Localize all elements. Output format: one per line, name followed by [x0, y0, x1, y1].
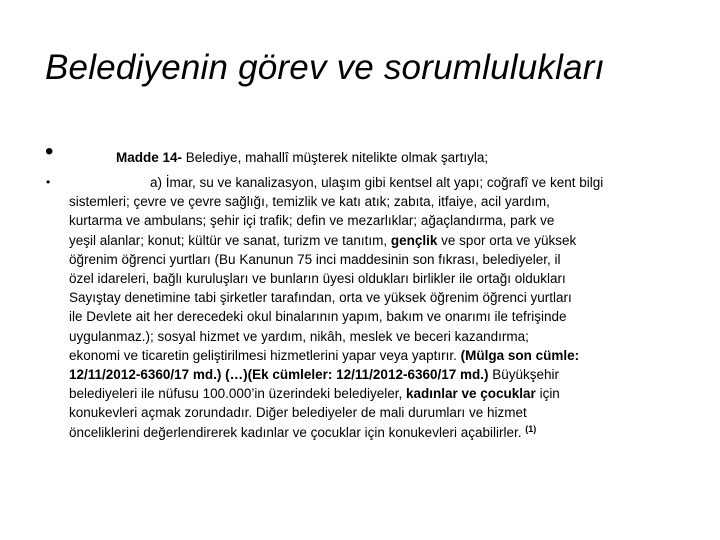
text-line	[69, 423, 689, 442]
text-segment: için	[535, 386, 560, 402]
emphasis-amendment: 12/11/2012-6360/17 md.) (…)(Ek cümleler: 12/11/2012-6360/17 md.)	[69, 367, 489, 383]
text-line: öğrenim öğrenci yurtları (Bu Kanunun 75 inci maddesinin son fıkrası, belediyeler, il	[69, 251, 561, 267]
text-segment: ekonomi ve ticaretin geliştirilmesi hizmetlerini yapar veya yaptırır.	[69, 347, 461, 363]
bullet-madde-14	[116, 148, 488, 167]
text-line	[69, 346, 689, 365]
text-segment: önceliklerini değerlendirerek kadınlar ve çocuklar için konukevleri açabilirler.	[69, 424, 526, 440]
text-line: Sayıştay denetimine tabi şirketler tarafından, orta ve yüksek öğrenim öğrenci yurtları	[69, 290, 572, 306]
text-segment: belediyeleri ile nüfusu 100.000’in üzerindeki belediyeler,	[69, 386, 406, 402]
text-line: özel idareleri, bağlı kuruluşları ve bunların üyesi oldukları birlikler ile ortağı oldukları	[69, 271, 566, 287]
article-label: Madde 14-	[116, 150, 183, 165]
emphasis-genclik: gençlik	[390, 232, 438, 248]
bullet-dot: •	[45, 138, 54, 165]
text-line: ile Devlete ait her derecedeki okul binalarının yapım, bakım ve onarımı ile tefrişinde	[69, 309, 567, 325]
slide-title: Belediyenin görev ve sorumlulukları	[45, 48, 605, 87]
footnote-marker: (1)	[525, 423, 537, 434]
emphasis-mulga: (Mülga son cümle:	[460, 347, 580, 363]
emphasis-women-children: kadınlar ve çocuklar	[405, 386, 536, 402]
bullet-clause-a	[69, 173, 689, 442]
text-line	[69, 365, 689, 384]
text-line: sistemleri; çevre ve çevre sağlığı, temizlik ve katı atık; zabıta, itfaiye, acil yardım,	[69, 194, 550, 210]
bullet-dot: •	[46, 175, 51, 189]
text-segment: ve spor orta ve yüksek	[437, 232, 577, 248]
text-line: uygulanmaz.); sosyal hizmet ve yardım, nikâh, meslek ve beceri kazandırma;	[69, 328, 529, 344]
text-line: kurtarma ve ambulans; şehir içi trafik; defin ve mezarlıklar; ağaçlandırma, park ve	[69, 213, 555, 229]
text-line: konukevleri açmak zorundadır. Diğer belediyeler de mali durumları ve hizmet	[69, 405, 527, 421]
text-segment: Büyükşehir	[488, 367, 560, 383]
text-segment: yeşil alanlar; konut; kültür ve sanat, turizm ve tanıtım,	[69, 232, 391, 248]
text-line: a) İmar, su ve kanalizasyon, ulaşım gibi kentsel alt yapı; coğrafî ve kent bilgi	[150, 175, 604, 190]
text-line	[69, 231, 689, 250]
text-line	[69, 384, 689, 403]
article-intro: Belediye, mahallî müşterek nitelikte olmak şartıyla;	[182, 150, 489, 165]
